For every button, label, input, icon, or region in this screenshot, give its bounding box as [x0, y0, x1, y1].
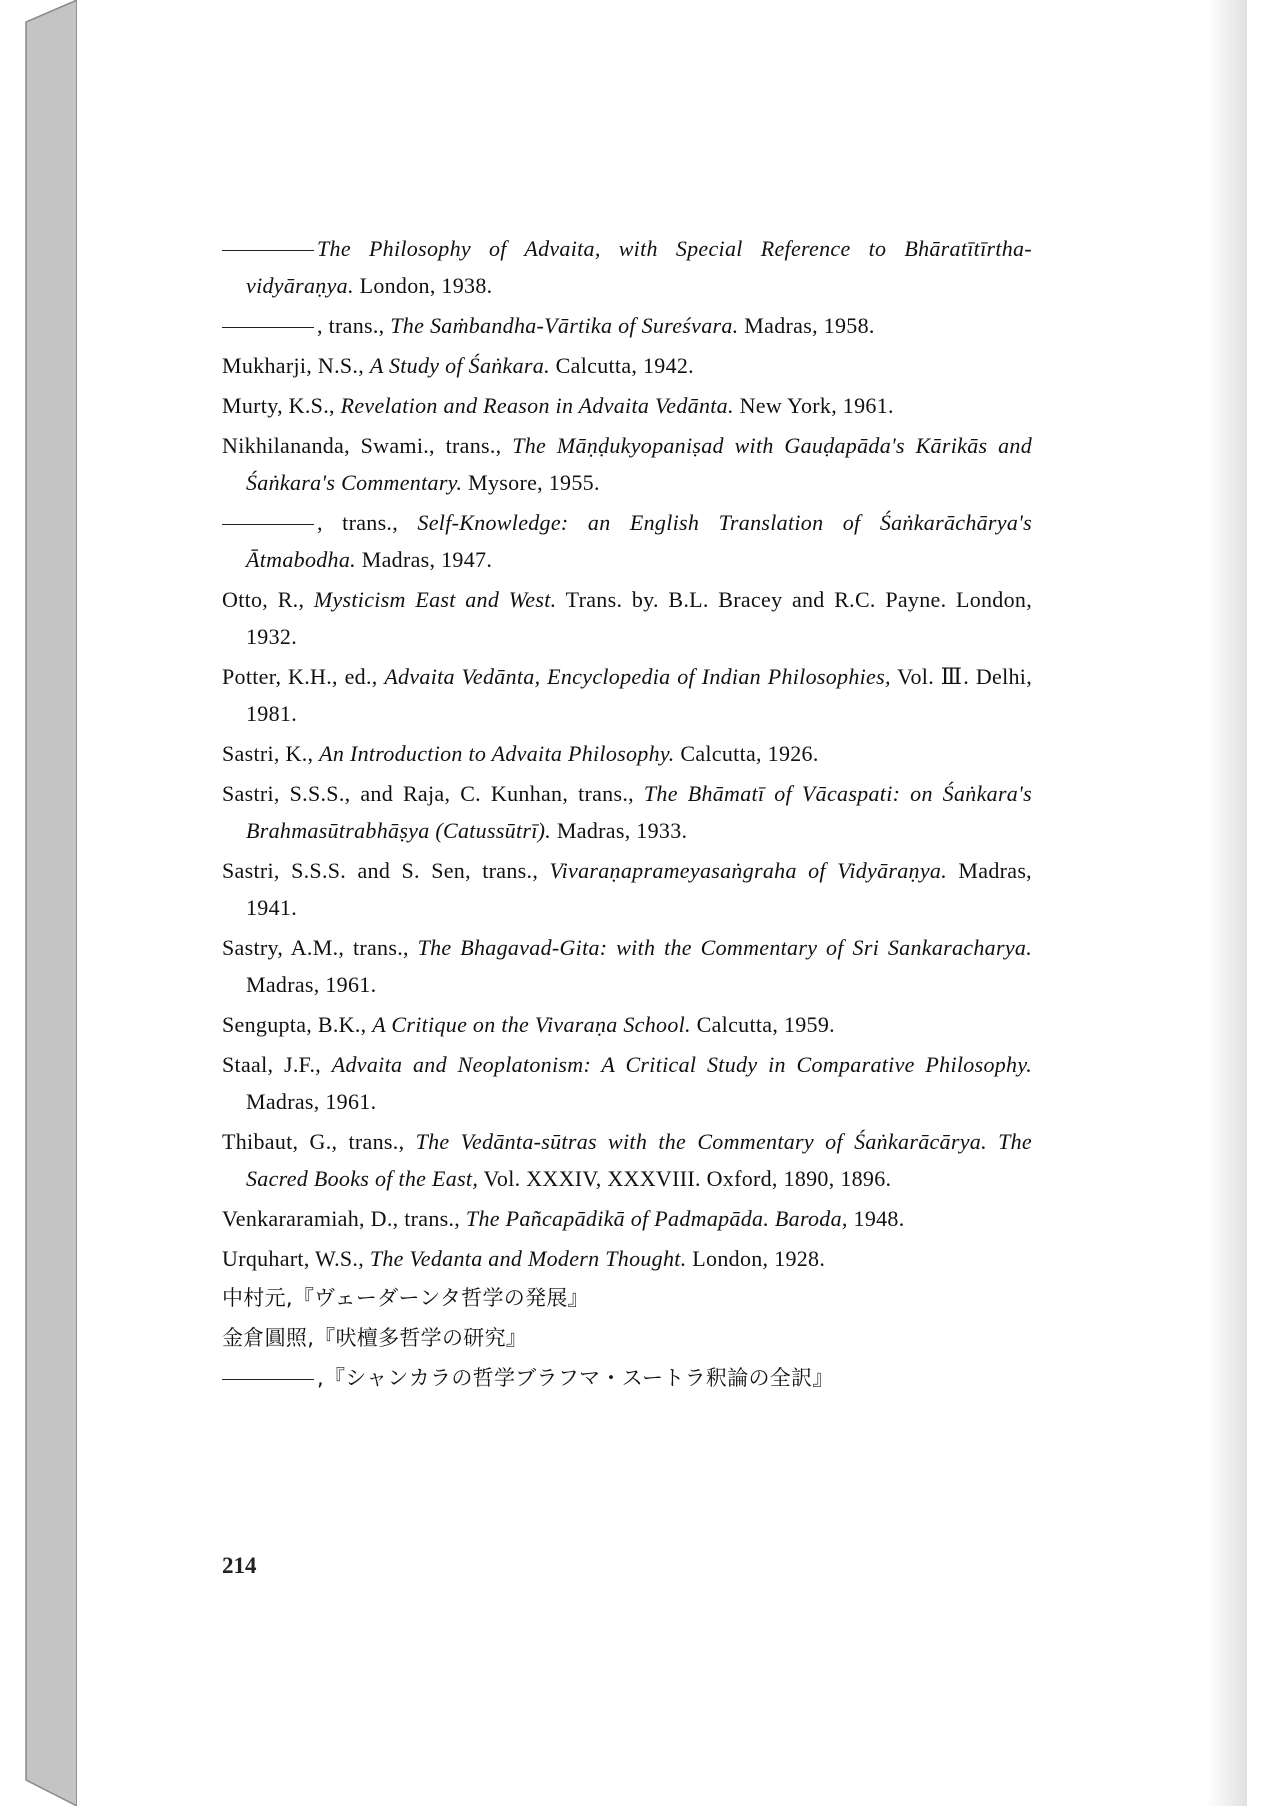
bibliography-entry: [222, 1200, 1032, 1237]
entry-author: , trans.,: [317, 313, 391, 338]
entry-author: Potter, K.H., ed.,: [222, 664, 385, 689]
bibliography-entry: [222, 504, 1032, 578]
entry-author: Sastri, K.,: [222, 741, 320, 766]
entry-title: The Vedānta-sūtras with the Commentary of Śaṅkarācārya. The Sacred Books of the East,: [246, 1129, 1032, 1191]
entry-title: The Saṁbandha-Vārtika of Sureśvara.: [390, 313, 739, 338]
entry-author: Nikhilananda, Swami., trans.,: [222, 433, 513, 458]
entry-title: The Bhagavad-Gita: with the Commentary of Sri Sankaracharya.: [417, 935, 1032, 960]
entry-title: The Philosophy of Advaita, with Special Reference to Bhāratītīrtha-vidyāraṇya.: [246, 236, 1032, 298]
bibliography-entry: [222, 735, 1032, 772]
entry-title: Advaita and Neoplatonism: A Critical Study in Comparative Philosophy.: [331, 1052, 1032, 1077]
entry-author: Sastri, S.S.S. and S. Sen, trans.,: [222, 858, 550, 883]
bibliography-entry: [222, 1006, 1032, 1043]
entry-author: Thibaut, G., trans.,: [222, 1129, 416, 1154]
entry-publication: Madras, 1933.: [551, 818, 688, 843]
entry-publication: Trans. by. B.L. Bracey and R.C. Payne. London, 1932.: [246, 587, 1032, 649]
entry-title: The Pañcapādikā of Padmapāda. Baroda,: [465, 1206, 848, 1231]
bibliography-entry: [222, 1240, 1032, 1277]
entry-title: The Vedanta and Modern Thought.: [369, 1246, 687, 1271]
bibliography-entry: [222, 1046, 1032, 1120]
entry-title: Revelation and Reason in Advaita Vedānta.: [340, 393, 734, 418]
entry-title: Vivaraṇaprameyasaṅgraha of Vidyāraṇya.: [549, 858, 948, 883]
japanese-bibliography-entry: [222, 1280, 1032, 1317]
entry-publication: Madras, 1941.: [246, 858, 1032, 920]
bibliography-entry: [222, 1123, 1032, 1197]
japanese-bibliography-entry: [222, 1360, 1032, 1397]
entry-publication: Vol. XXXIV, XXXVIII. Oxford, 1890, 1896.: [478, 1166, 892, 1191]
page-number: 214: [222, 1553, 257, 1578]
page-edge-shadow: [1207, 0, 1247, 1806]
japanese-entry-text: ,『シャンカラの哲学ブラフマ・スートラ釈論の全訳』: [317, 1366, 834, 1390]
entry-publication: Madras, 1961.: [246, 972, 377, 997]
entry-title: An Introduction to Advaita Philosophy.: [319, 741, 675, 766]
entry-author: Mukharji, N.S.,: [222, 353, 370, 378]
entry-author: Otto, R.,: [222, 587, 314, 612]
entry-author: Sastri, S.S.S., and Raja, C. Kunhan, trans.,: [222, 781, 644, 806]
entry-title: A Critique on the Vivaraṇa School.: [372, 1012, 691, 1037]
bibliography-list: [222, 230, 1032, 1400]
entry-author: Murty, K.S.,: [222, 393, 341, 418]
japanese-entry-text: 金倉圓照,『吠檀多哲学の研究』: [222, 1326, 528, 1350]
bibliography-entry: [222, 307, 1032, 344]
japanese-bibliography-entry: [222, 1320, 1032, 1357]
entry-publication: Calcutta, 1959.: [690, 1012, 835, 1037]
bibliography-entry: [222, 347, 1032, 384]
entry-title: The Bhāmatī of Vācaspati: on Śaṅkara's Brahmasūtrabhāṣya (Catussūtrī).: [246, 781, 1032, 843]
entry-publication: 1948.: [847, 1206, 905, 1231]
entry-publication: Madras, 1958.: [738, 313, 875, 338]
bibliography-entry: [222, 775, 1032, 849]
ditto-dash: [222, 327, 314, 328]
entry-publication: Madras, 1961.: [246, 1089, 377, 1114]
bibliography-entry: [222, 387, 1032, 424]
bibliography-entry: [222, 658, 1032, 732]
bibliography-entry: [222, 929, 1032, 1003]
entry-title: The Māṇḍukyopaniṣad with Gauḍapāda's Kārikās and Śaṅkara's Commentary.: [246, 433, 1032, 495]
entry-publication: Mysore, 1955.: [462, 470, 600, 495]
ditto-dash: [222, 1379, 314, 1380]
ditto-dash: [222, 524, 314, 525]
entry-title: A Study of Śaṅkara.: [369, 353, 550, 378]
entry-publication: New York, 1961.: [733, 393, 894, 418]
bibliography-entry: [222, 427, 1032, 501]
entry-publication: Vol. Ⅲ. Delhi, 1981.: [246, 664, 1032, 726]
entry-author: Staal, J.F.,: [222, 1052, 332, 1077]
bibliography-entry: [222, 230, 1032, 304]
entry-publication: London, 1938.: [353, 273, 493, 298]
entry-publication: Calcutta, 1926.: [674, 741, 819, 766]
bibliography-entry: [222, 852, 1032, 926]
entry-author: Sengupta, B.K.,: [222, 1012, 373, 1037]
ditto-dash: [222, 250, 314, 251]
entry-author: Urquhart, W.S.,: [222, 1246, 370, 1271]
entry-title: Advaita Vedānta, Encyclopedia of Indian Philosophies,: [384, 664, 891, 689]
entry-publication: Madras, 1947.: [355, 547, 493, 572]
entry-author: Sastry, A.M., trans.,: [222, 935, 418, 960]
bibliography-entry: [222, 581, 1032, 655]
entry-author: , trans.,: [317, 510, 418, 535]
entry-publication: London, 1928.: [686, 1246, 826, 1271]
entry-title: Self-Knowledge: an English Translation of Śaṅkarāchārya's Ātmabodha.: [246, 510, 1033, 572]
entry-title: Mysticism East and West.: [313, 587, 557, 612]
japanese-entry-text: 中村元,『ヴェーダーンタ哲学の発展』: [222, 1286, 589, 1310]
entry-publication: Calcutta, 1942.: [549, 353, 694, 378]
entry-author: Venkararamiah, D., trans.,: [222, 1206, 466, 1231]
